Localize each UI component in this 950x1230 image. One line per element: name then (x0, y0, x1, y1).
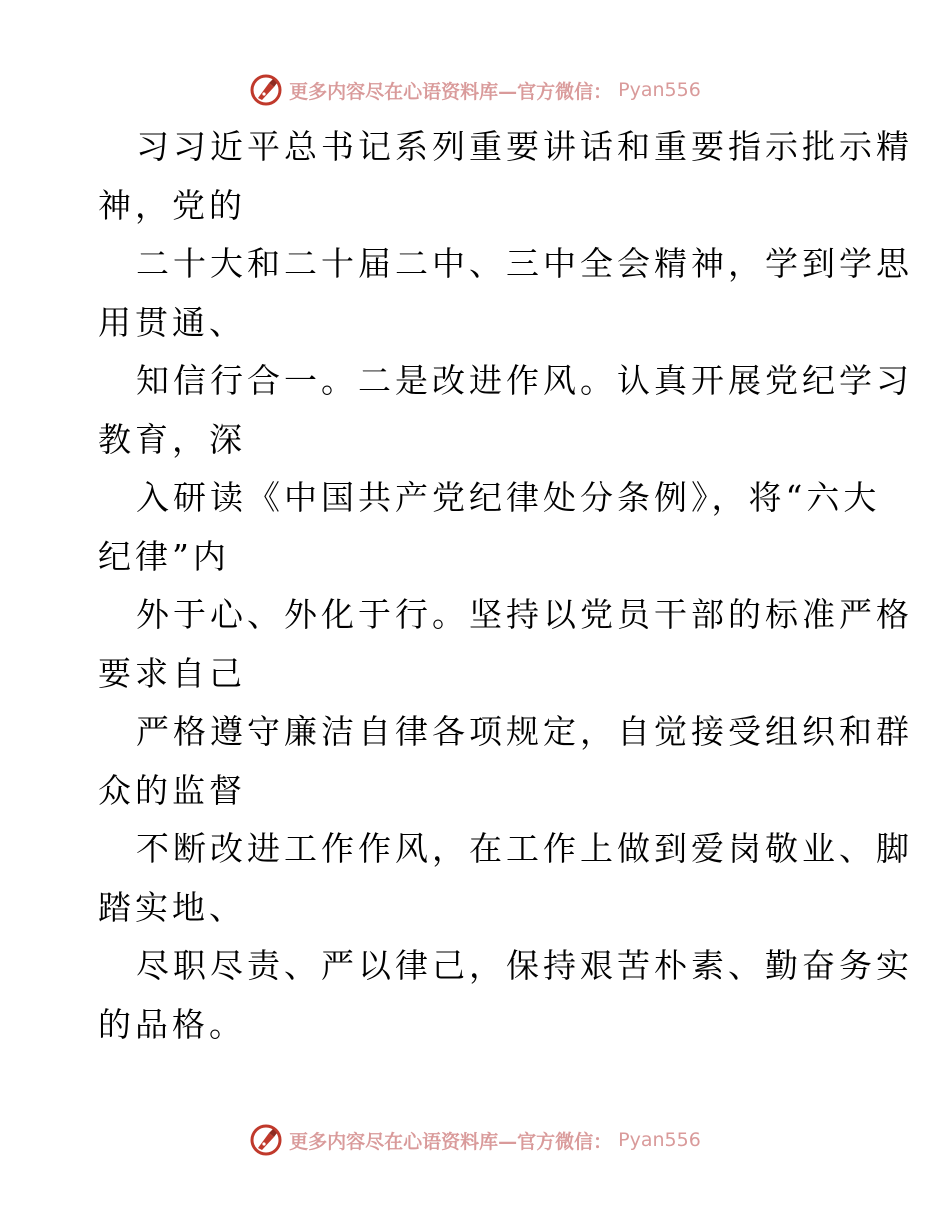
body-line: 入研读《中国共产党纪律处分条例》，将“六大 (136, 478, 881, 517)
footer-banner-text: 更多内容尽在心语资料库—官方微信： (289, 1130, 613, 1153)
header-banner-text: 更多内容尽在心语资料库—官方微信： (289, 80, 613, 103)
footer-banner (0, 1120, 950, 1160)
body-line: 习习近平总书记系列重要讲话和重要指示批示精 (136, 127, 913, 166)
body-line: 众的监督 (98, 770, 246, 810)
body-line: 教育，深 (98, 419, 246, 459)
document-body (98, 118, 913, 1054)
header-wechat-id: Pyan556 (618, 79, 701, 101)
body-line: 不断改进工作作风，在工作上做到爱岗敬业、脚 (136, 829, 913, 868)
header-banner (0, 70, 950, 110)
body-line: 知信行合一。二是改进作风。认真开展党纪学习 (136, 361, 913, 400)
pen-nib-logo-icon (249, 73, 283, 107)
body-line: 尽职尽责、严以律己，保持艰苦朴素、勤奋务实 (136, 946, 913, 985)
body-line: 严格遵守廉洁自律各项规定，自觉接受组织和群 (136, 712, 913, 751)
header-banner-content (249, 73, 701, 107)
body-line: 用贯通、 (98, 302, 246, 342)
body-line: 要求自己 (98, 653, 246, 693)
body-line: 神，党的 (98, 185, 246, 225)
body-line: 外于心、外化于行。坚持以党员干部的标准严格 (136, 595, 913, 634)
body-line: 纪律”内 (98, 536, 230, 576)
pen-nib-logo-icon (249, 1123, 283, 1157)
footer-banner-content (249, 1123, 701, 1157)
footer-wechat-id: Pyan556 (618, 1129, 701, 1151)
body-line: 踏实地、 (98, 887, 246, 927)
body-line: 二十大和二十届二中、三中全会精神，学到学思 (136, 244, 913, 283)
body-line: 的品格。 (98, 1004, 246, 1044)
